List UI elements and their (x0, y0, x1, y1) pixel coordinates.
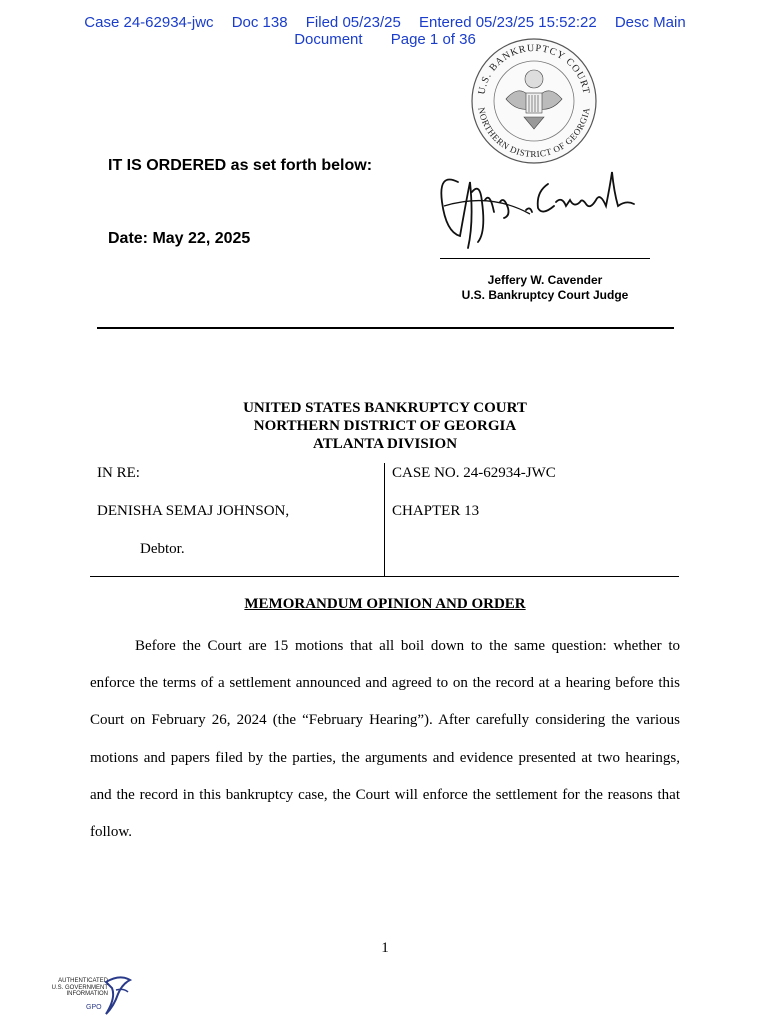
court-name: UNITED STATES BANKRUPTCY COURT (243, 400, 527, 416)
header-case: Case 24-62934-jwc (84, 14, 214, 31)
gpo-eagle-icon (102, 974, 132, 1016)
signature-line (440, 258, 650, 259)
memo-title: MEMORANDUM OPINION AND ORDER (244, 596, 526, 612)
opinion-body (90, 628, 680, 851)
court-seal-icon (466, 37, 602, 165)
court-district: NORTHERN DISTRICT OF GEORGIA (253, 418, 517, 434)
order-statement: IT IS ORDERED as set forth below: (108, 157, 373, 174)
ecf-header-stamp (0, 14, 770, 48)
gpo-authentication-mark (44, 974, 134, 1018)
caption-chapter: CHAPTER 13 (392, 503, 480, 519)
header-doc: Doc 138 (231, 14, 288, 31)
header-entered: Entered 05/23/25 15:52:22 (419, 14, 597, 31)
seal-bottom-text: NORTHERN DISTRICT OF GEORGIA (476, 106, 592, 160)
caption-in-re: IN RE: (97, 465, 140, 481)
caption-debtor-label: Debtor. (140, 541, 185, 557)
judge-name: Jeffery W. Cavender (487, 273, 603, 287)
caption-case-number: CASE NO. 24-62934-JWC (392, 465, 556, 481)
header-filed: Filed 05/23/25 (305, 14, 401, 31)
header-document: Document (294, 31, 363, 48)
gpo-mark: GPO (86, 1004, 102, 1011)
header-divider (97, 327, 674, 329)
opinion-paragraph: Before the Court are 15 motions that all boil down to the same question: whether to enforce the terms of a settlement announced and agreed to on the record at a hearing before this Court on February 26, 2024 (the “February Hearing”). After carefully considering the various motions and papers filed by the parties, the arguments and evidence presented at two hearings, and the record in this bankruptcy case, the Court will enforce the settlement for the reasons that follow. (90, 638, 680, 841)
court-division: ATLANTA DIVISION (312, 436, 458, 452)
caption-debtor-name: DENISHA SEMAJ JOHNSON, (97, 503, 290, 519)
page-number: 1 (381, 940, 389, 956)
judge-title: U.S. Bankruptcy Court Judge (461, 288, 629, 302)
judge-block (420, 273, 670, 303)
judge-signature-icon (430, 162, 650, 254)
gpo-line-1: AUTHENTICATED (58, 978, 108, 984)
seal-top-text: U.S. BANKRUPTCY COURT (476, 42, 592, 96)
gpo-line-3: INFORMATION (66, 991, 108, 997)
gpo-line-2: U.S. GOVERNMENT (51, 984, 108, 991)
order-date: Date: May 22, 2025 (108, 230, 251, 247)
court-heading (90, 399, 680, 453)
header-desc: Desc Main (614, 14, 686, 31)
caption-divider (384, 463, 385, 576)
caption-bottom-rule (90, 576, 679, 577)
header-page: Page 1 of 36 (390, 31, 476, 48)
